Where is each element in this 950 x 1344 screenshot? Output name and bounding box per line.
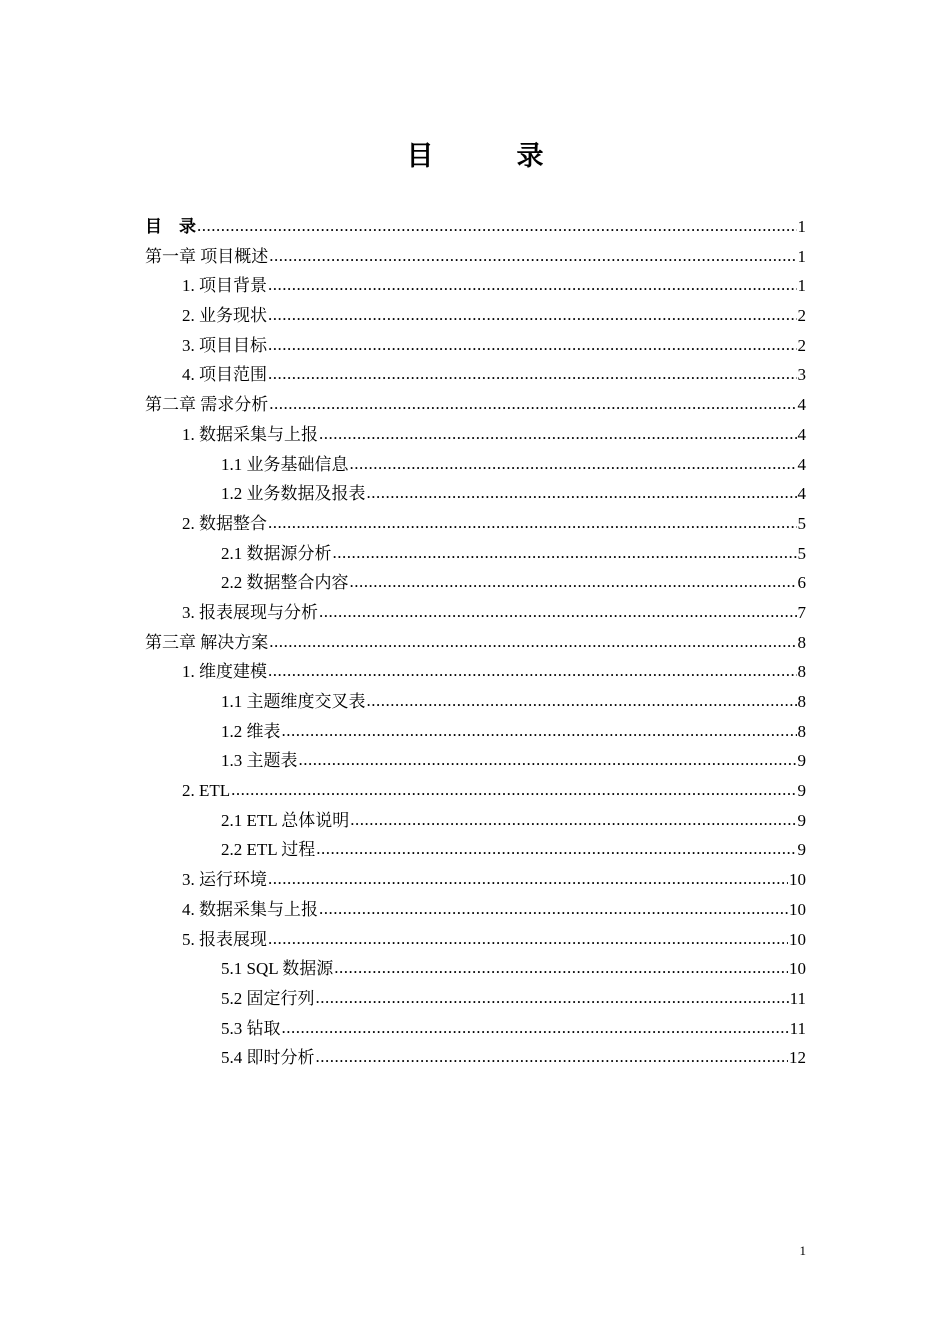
toc-entry-label: 5.4 即时分析 [221,1048,315,1068]
toc-entry-page: 4 [797,454,806,474]
toc-entry[interactable] [145,1014,806,1044]
toc-entry-label: 4. 项目范围 [182,365,267,385]
toc-leader-dots [268,359,797,389]
toc-entry-page: 2 [797,306,806,326]
toc-leader-dots [268,924,788,954]
toc-entry-label: 1. 数据采集与上报 [182,424,318,444]
toc-leader-dots [350,449,797,479]
toc-entry-label: 1.2 业务数据及报表 [221,484,366,504]
toc-entry-label: 5.2 固定行列 [221,988,315,1008]
toc-entry-page: 1 [797,217,806,236]
toc-leader-dots [319,597,797,627]
toc-entry-label: 3. 运行环境 [182,870,267,890]
toc-entry[interactable] [145,687,806,717]
toc-entry-page: 11 [789,1018,806,1038]
toc-entry[interactable] [145,509,806,539]
toc-leader-dots [197,211,797,241]
toc-entry-page: 5 [797,543,806,563]
toc-entry-label: 第三章 解决方案 [145,632,269,652]
toc-entry-page: 8 [797,721,806,741]
toc-entry-label: 2.1 数据源分析 [221,543,332,563]
toc-entry-page: 9 [797,810,806,830]
page-title: 目 录 [406,141,572,171]
toc-leader-dots [269,241,796,271]
toc-entry[interactable] [145,212,806,242]
toc-entry-label: 3. 项目目标 [182,335,267,355]
toc-leader-dots [268,864,788,894]
toc-entry-page: 3 [797,365,806,385]
toc-entry[interactable] [145,331,806,361]
toc-leader-dots [334,953,788,983]
toc-leader-dots [268,300,797,330]
toc-entry[interactable] [145,865,806,895]
toc-entry-label: 3. 报表展现与分析 [182,602,318,622]
toc-entry-page: 10 [789,959,806,979]
toc-entry[interactable] [145,628,806,658]
toc-entry[interactable] [145,360,806,390]
toc-entry-label: 5. 报表展现 [182,929,267,949]
toc-entry-label: 第二章 需求分析 [145,395,269,415]
toc-entry-page: 10 [789,870,806,890]
toc-leader-dots [268,508,797,538]
toc-entry-label: 第一章 项目概述 [145,246,269,266]
toc-entry[interactable] [145,657,806,687]
toc-entry-label: 1.3 主题表 [221,751,298,771]
toc-entry-page: 1 [797,246,806,266]
toc-leader-dots [268,656,797,686]
toc-entry[interactable] [145,895,806,925]
toc-entry[interactable] [145,450,806,480]
toc-leader-dots [268,270,797,300]
toc-entry[interactable] [145,301,806,331]
toc-entry-label: 2.2 数据整合内容 [221,573,349,593]
toc-entry-label: 2.2 ETL 过程 [221,840,316,860]
toc-entry[interactable] [145,835,806,865]
toc-entry-page: 7 [797,602,806,622]
toc-entry[interactable] [145,925,806,955]
toc-entry[interactable] [145,598,806,628]
toc-entry-page: 10 [789,899,806,919]
toc-leader-dots [316,983,789,1013]
toc-leader-dots [350,567,797,597]
toc-entry[interactable] [145,539,806,569]
toc-entry-page: 8 [797,692,806,711]
toc-entry-page: 8 [797,662,806,682]
toc-leader-dots [299,745,797,775]
toc-leader-dots [282,716,797,746]
toc-entry-page: 6 [797,573,806,593]
toc-entry-page: 4 [797,395,806,415]
toc-entry-page: 5 [797,513,806,533]
toc-entry-label: 2.1 ETL 总体说明 [221,810,350,830]
toc-entry-label: 5.3 钻取 [221,1018,281,1038]
toc-entry-page: 9 [797,751,806,771]
toc-entry[interactable] [145,420,806,450]
toc-entry[interactable] [145,717,806,747]
toc-leader-dots [367,686,797,716]
table-of-contents [145,212,806,1073]
toc-entry[interactable] [145,479,806,509]
toc-entry-page: 9 [797,781,806,801]
toc-leader-dots [269,627,796,657]
toc-entry[interactable] [145,1043,806,1073]
toc-leader-dots [350,805,796,835]
toc-entry-page: 4 [797,484,806,504]
toc-leader-dots [282,1013,789,1043]
toc-leader-dots [231,775,796,805]
toc-entry-label: 1. 项目背景 [182,276,267,296]
toc-entry-label: 1.2 维表 [221,721,281,741]
toc-entry-label: 1.1 主题维度交叉表 [221,692,366,711]
toc-entry-label: 4. 数据采集与上报 [182,899,318,919]
toc-entry[interactable] [145,242,806,272]
toc-entry[interactable] [145,984,806,1014]
toc-entry-page: 11 [789,988,806,1008]
toc-entry[interactable] [145,806,806,836]
toc-entry[interactable] [145,776,806,806]
toc-entry-label: 2. 数据整合 [182,513,267,533]
toc-entry-label: 5.1 SQL 数据源 [221,959,334,979]
toc-entry-label: 1.1 业务基础信息 [221,454,349,474]
toc-entry[interactable] [145,390,806,420]
toc-entry-page: 12 [789,1048,806,1068]
toc-leader-dots [319,419,797,449]
toc-entry-label: 2. ETL [182,781,231,801]
toc-entry-page: 1 [797,276,806,296]
toc-entry-label: 1. 维度建模 [182,662,267,682]
page-number: 1 [799,1243,806,1258]
toc-entry-page: 2 [797,335,806,355]
toc-entry[interactable] [145,954,806,984]
toc-entry-label: 2. 业务现状 [182,306,267,326]
toc-leader-dots [316,1042,789,1072]
toc-leader-dots [268,330,797,360]
toc-entry-page: 9 [797,840,806,860]
toc-entry-label: 目 录 [145,217,196,236]
toc-entry-page: 10 [789,929,806,949]
toc-entry-page: 4 [797,424,806,444]
toc-entry[interactable] [145,746,806,776]
toc-entry[interactable] [145,271,806,301]
toc-leader-dots [319,894,788,924]
toc-leader-dots [316,834,796,864]
toc-leader-dots [269,389,796,419]
toc-leader-dots [333,538,797,568]
toc-entry[interactable] [145,568,806,598]
toc-leader-dots [367,478,797,508]
toc-entry-page: 8 [797,632,806,652]
